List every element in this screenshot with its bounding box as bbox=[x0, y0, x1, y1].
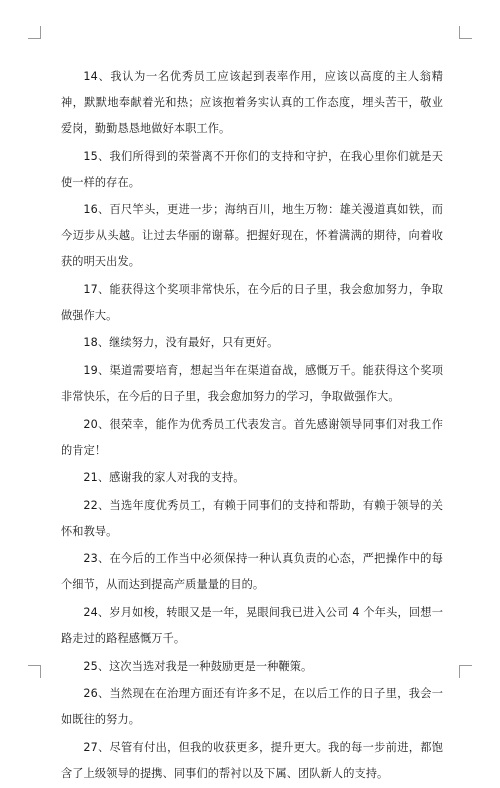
paragraph-22: 22、当选年度优秀员工，有赖于同事们的支持和帮助，有赖于领导的关怀和教导。 bbox=[61, 498, 443, 538]
crop-mark-bottom-right bbox=[459, 665, 472, 678]
paragraph-24: 24、岁月如梭，转眼又是一年，晃眼间我已进入公司 4 个年头，回想一路走过的路程感慨万千。 bbox=[61, 605, 443, 645]
paragraph-26: 26、当然现在在治理方面还有许多不足，在以后工作的日子里，我会一如既往的努力。 bbox=[61, 687, 443, 727]
paragraph-15: 15、我们所得到的荣誉离不开你们的支持和守护，在我心里你们就是天使一样的存在。 bbox=[61, 149, 443, 189]
paragraph-21: 21、感谢我的家人对我的支持。 bbox=[83, 471, 245, 485]
crop-mark-top-right bbox=[459, 26, 472, 39]
paragraph-27: 27、尽管有付出，但我的收获更多，提升更大。我的每一步前进，都饱含了上级领导的提携、同事们的帮衬以及下属、团队新人的支持。 bbox=[61, 740, 443, 780]
paragraph-23: 23、在今后的工作当中必须保持一种认真负责的心态，严把操作中的每个细节，从而达到提高产质量量的目的。 bbox=[61, 552, 443, 592]
paragraph-14: 14、我认为一名优秀员工应该起到表率作用，应该以高度的主人翁精神，默默地奉献着光和热；应该抱着务实认真的工作态度，埋头苦干，敬业爱岗，勤勤恳恳地做好本职工作。 bbox=[61, 70, 443, 135]
paragraph-17: 17、能获得这个奖项非常快乐，在今后的日子里，我会愈加努力，争取做强作大。 bbox=[61, 282, 443, 322]
paragraph-25: 25、这次当选对我是一种鼓励更是一种鞭策。 bbox=[83, 659, 313, 673]
crop-mark-bottom-left bbox=[28, 665, 41, 678]
crop-mark-top-left bbox=[28, 26, 41, 39]
paragraph-19: 19、渠道需要培育，想起当年在渠道奋战，感慨万千。能获得这个奖项非常快乐，在今后的日子里，我会愈加努力的学习，争取做强作大。 bbox=[61, 363, 443, 403]
paragraph-16: 16、百尺竿头，更进一步；海纳百川，地生万物：雄关漫道真如铁，而今迈步从头越。让过去华丽的谢幕。把握好现在，怀着满满的期待，向着收获的明天出发。 bbox=[61, 203, 443, 269]
paragraph-18: 18、继续努力，没有最好，只有更好。 bbox=[83, 336, 279, 350]
document-body bbox=[61, 64, 443, 788]
paragraph-20: 20、很荣幸，能作为优秀员工代表发言。首先感谢领导同事们对我工作的肯定！ bbox=[61, 417, 443, 457]
